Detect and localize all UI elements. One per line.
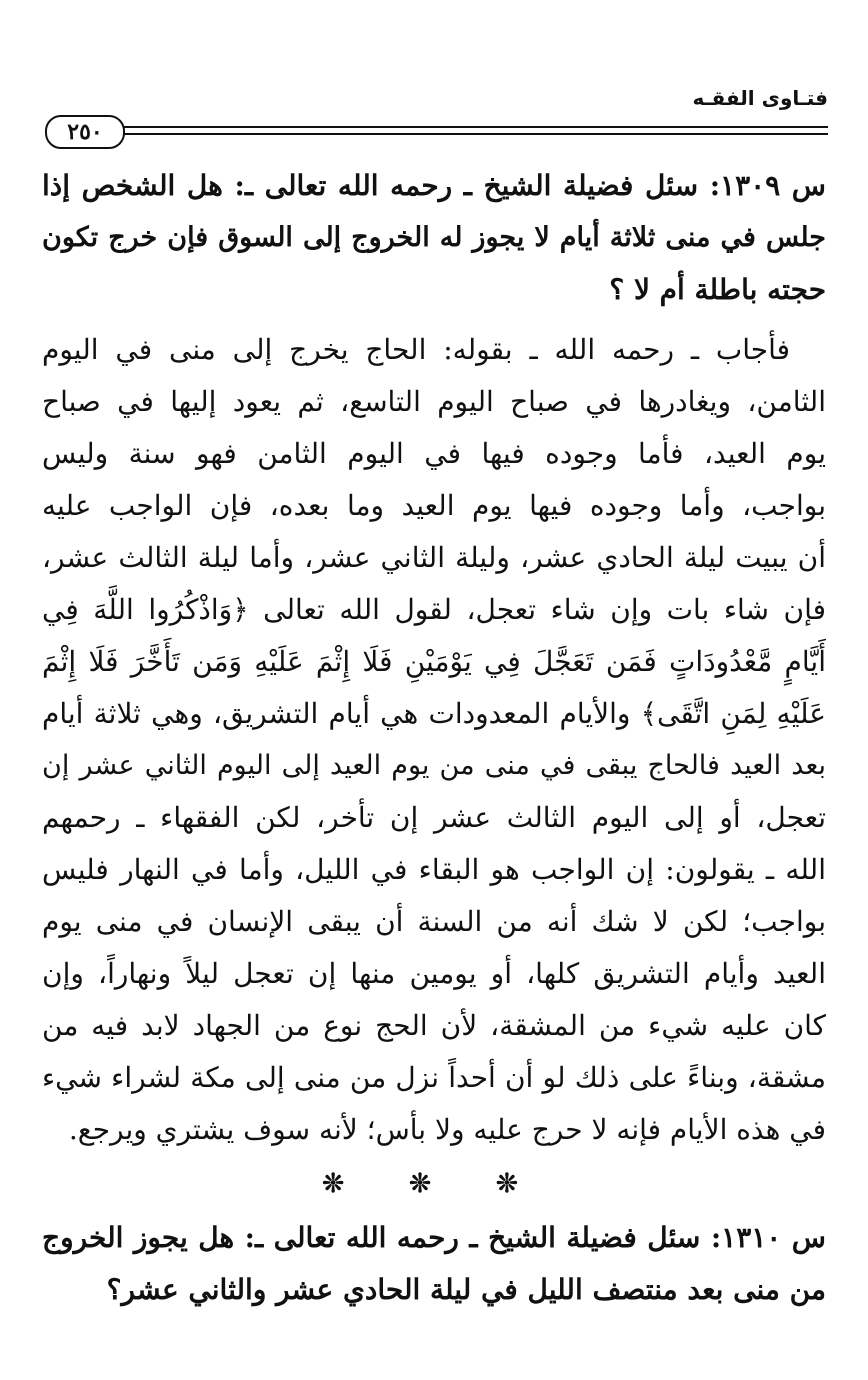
answer-line: في هذه الأيام فإنه لا حرج عليه ولا بأس؛ لأنه سوف يشتري ويرجع. xyxy=(68,1113,826,1146)
answer-line: العيد وأيام التشريق كلها، أو يومين منها إن تعجل ليلاً ونهاراً، وإن xyxy=(42,957,826,990)
answer-line: الثامن، ويغادرها في صباح اليوم التاسع، ثم يعود إليها في صباح xyxy=(42,385,826,418)
quran-verse-line: أَيَّامٍ مَّعْدُودَاتٍ فَمَن تَعَجَّلَ فِي يَوْمَيْنِ فَلَا إِثْمَ عَلَيْهِ وَمَن تَأَخَّرَ فَلَا إِثْمَ xyxy=(42,645,826,678)
answer-line: بعد العيد فالحاج يبقى في منى من يوم العيد إلى اليوم الثاني عشر إن xyxy=(42,750,826,781)
page-body xyxy=(42,160,826,1316)
question-line: جلس في منى ثلاثة أيام لا يجوز له الخروج إلى السوق فإن خرج تكون xyxy=(42,222,826,253)
answer-line: عَلَيْهِ لِمَنِ اتَّقَى﴾ والأيام المعدودات هي أيام التشريق، وهي ثلاثة أيام xyxy=(42,697,826,730)
question-1310 xyxy=(42,1212,826,1316)
question-line: حجته باطلة أم لا ؟ xyxy=(609,273,826,306)
question-line: من منى بعد منتصف الليل في ليلة الحادي عشر والثاني عشر؟ xyxy=(106,1273,826,1306)
answer-1309 xyxy=(42,324,826,1156)
question-1309 xyxy=(42,160,826,316)
question-line: س ١٣١٠: سئل فضيلة الشيخ ـ رحمه الله تعالى ـ: هل يجوز الخروج xyxy=(42,1221,826,1254)
answer-line: فأجاب ـ رحمه الله ـ بقوله: الحاج يخرج إلى منى في اليوم xyxy=(42,333,790,366)
answer-line: أن يبيت ليلة الحادي عشر، وليلة الثاني عشر، وأما ليلة الثالث عشر، xyxy=(42,541,826,574)
page-number: ٢٥٠ xyxy=(45,115,125,149)
header-rule xyxy=(120,126,828,135)
answer-line: الله ـ يقولون: إن الواجب هو البقاء في الليل، وأما في النهار فليس xyxy=(42,853,826,886)
answer-line: تعجل، أو إلى اليوم الثالث عشر إن تأخر، لكن الفقهاء ـ رحمهم xyxy=(42,801,826,834)
answer-line: كان عليه شيء من المشقة، لأن الحج نوع من الجهاد لابد فيه من xyxy=(42,1009,826,1042)
question-line: س ١٣٠٩: سئل فضيلة الشيخ ـ رحمه الله تعالى ـ: هل الشخص إذا xyxy=(42,169,826,202)
answer-line: يوم العيد، فأما وجوده فيها في اليوم الثامن فهو سنة وليس xyxy=(42,437,826,470)
running-title: فتـاوى الفقـه xyxy=(692,86,828,110)
answer-line: بواجب؛ لكن لا شك أنه من السنة أن يبقى الإنسان في منى يوم xyxy=(42,905,826,938)
answer-line: بواجب، وأما وجوده فيها يوم العيد وما بعده، فإن الواجب عليه xyxy=(42,489,826,522)
answer-line: فإن شاء بات وإن شاء تعجل، لقول الله تعالى ﴿وَاذْكُرُوا اللَّهَ فِي xyxy=(42,593,826,626)
section-separator: ❊ ❊ ❊ xyxy=(322,1169,546,1199)
answer-line: مشقة، وبناءً على ذلك لو أن أحداً نزل من منى إلى مكة لشراء شيء xyxy=(42,1061,826,1094)
